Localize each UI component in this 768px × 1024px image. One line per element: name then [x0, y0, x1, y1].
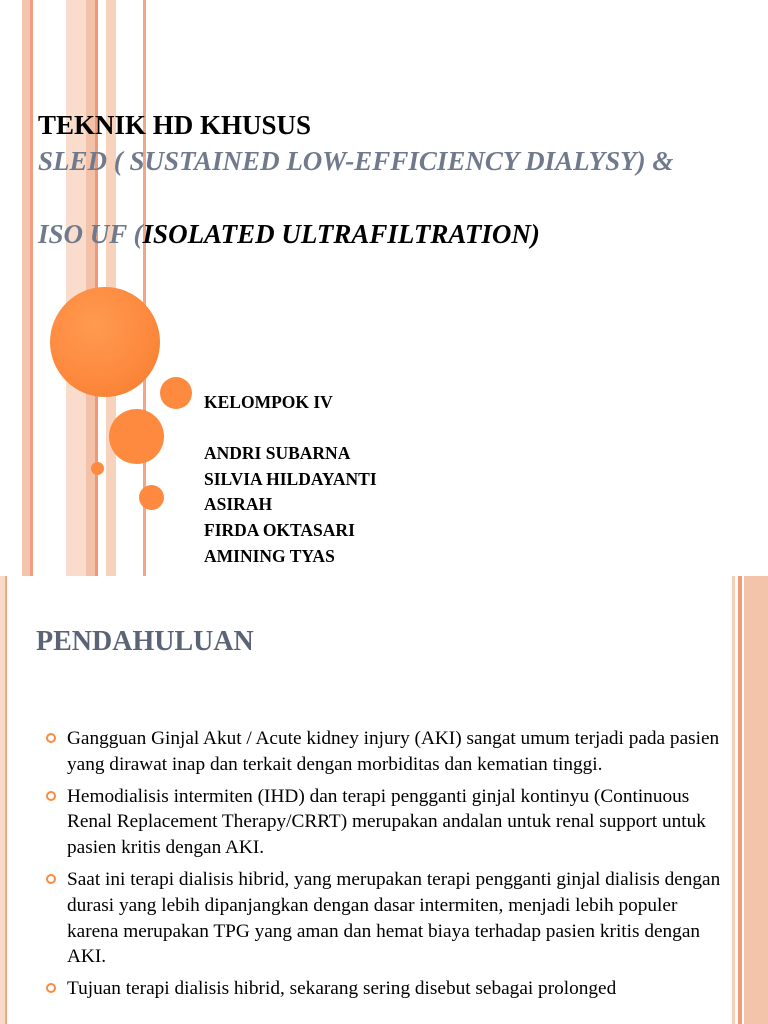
subtitle-text-prefix: ISO UF ( — [38, 219, 143, 249]
subtitle-text-main: ISOLATED ULTRAFILTRATION) — [142, 219, 540, 249]
decorative-stripe — [22, 0, 30, 576]
circle-bullet-icon — [46, 983, 56, 993]
decorative-stripe — [744, 576, 768, 1024]
decorative-circle — [139, 485, 164, 510]
decorative-circle — [91, 462, 104, 475]
circle-bullet-icon — [46, 733, 56, 743]
member-name: SILVIA HILDAYANTI — [204, 469, 377, 489]
decorative-stripe — [732, 576, 735, 1024]
list-item-text: Tujuan terapi dialisis hibrid, sekarang sering disebut sebagai prolonged — [67, 978, 617, 1000]
list-item-text: Saat ini terapi dialisis hibrid, yang merupakan terapi pengganti ginjal dialisis dengan durasi yang lebih dipanjangkan dengan dasar intermiten, menjadi lebih populer karena merupakan TPG yang aman dan hemat biaya terhadap pasien kritis dengan AKI. — [67, 868, 721, 968]
decorative-circle-large — [50, 287, 160, 397]
list-item — [46, 726, 726, 778]
content-slide — [0, 576, 768, 1024]
circle-bullet-icon — [46, 874, 56, 884]
decorative-stripe — [66, 0, 86, 576]
list-item — [46, 976, 726, 1002]
list-item-text: Hemodialisis intermiten (IHD) dan terapi pengganti ginjal kontinyu (Continuous Renal Replacement Therapy/CRRT) merupakan andalan untuk renal support untuk pasien kritis dengan AKI. — [67, 785, 706, 859]
decorative-circle — [109, 409, 164, 464]
list-item — [46, 867, 726, 970]
list-item-text: Gangguan Ginjal Akut / Acute kidney injury (AKI) sangat umum terjadi pada pasien yang dirawat inap dan terkait dengan morbiditas dan kematian tinggi. — [67, 728, 720, 775]
member-name: FIRDA OKTASARI — [204, 520, 355, 540]
list-item — [46, 784, 726, 861]
subtitle-text: SLED ( SUSTAINED LOW-EFFICIENCY DIALYSY) & — [38, 146, 674, 176]
decorative-stripe — [30, 0, 33, 576]
member-name: ASIRAH — [204, 494, 273, 514]
member-name: AMINING TYAS — [204, 546, 335, 566]
slide-subtitle-line2 — [38, 219, 540, 250]
section-heading: PENDAHULUAN — [36, 626, 254, 657]
member-name: ANDRI SUBARNA — [204, 443, 351, 463]
decorative-stripe — [5, 576, 7, 1024]
slide-title: TEKNIK HD KHUSUS — [38, 110, 312, 140]
slide-subtitle-line1 — [38, 146, 673, 177]
circle-bullet-icon — [46, 791, 56, 801]
decorative-circle — [160, 377, 192, 409]
decorative-stripe — [738, 576, 742, 1024]
bullet-list — [46, 726, 726, 1008]
group-label: KELOMPOK IV — [204, 392, 333, 412]
